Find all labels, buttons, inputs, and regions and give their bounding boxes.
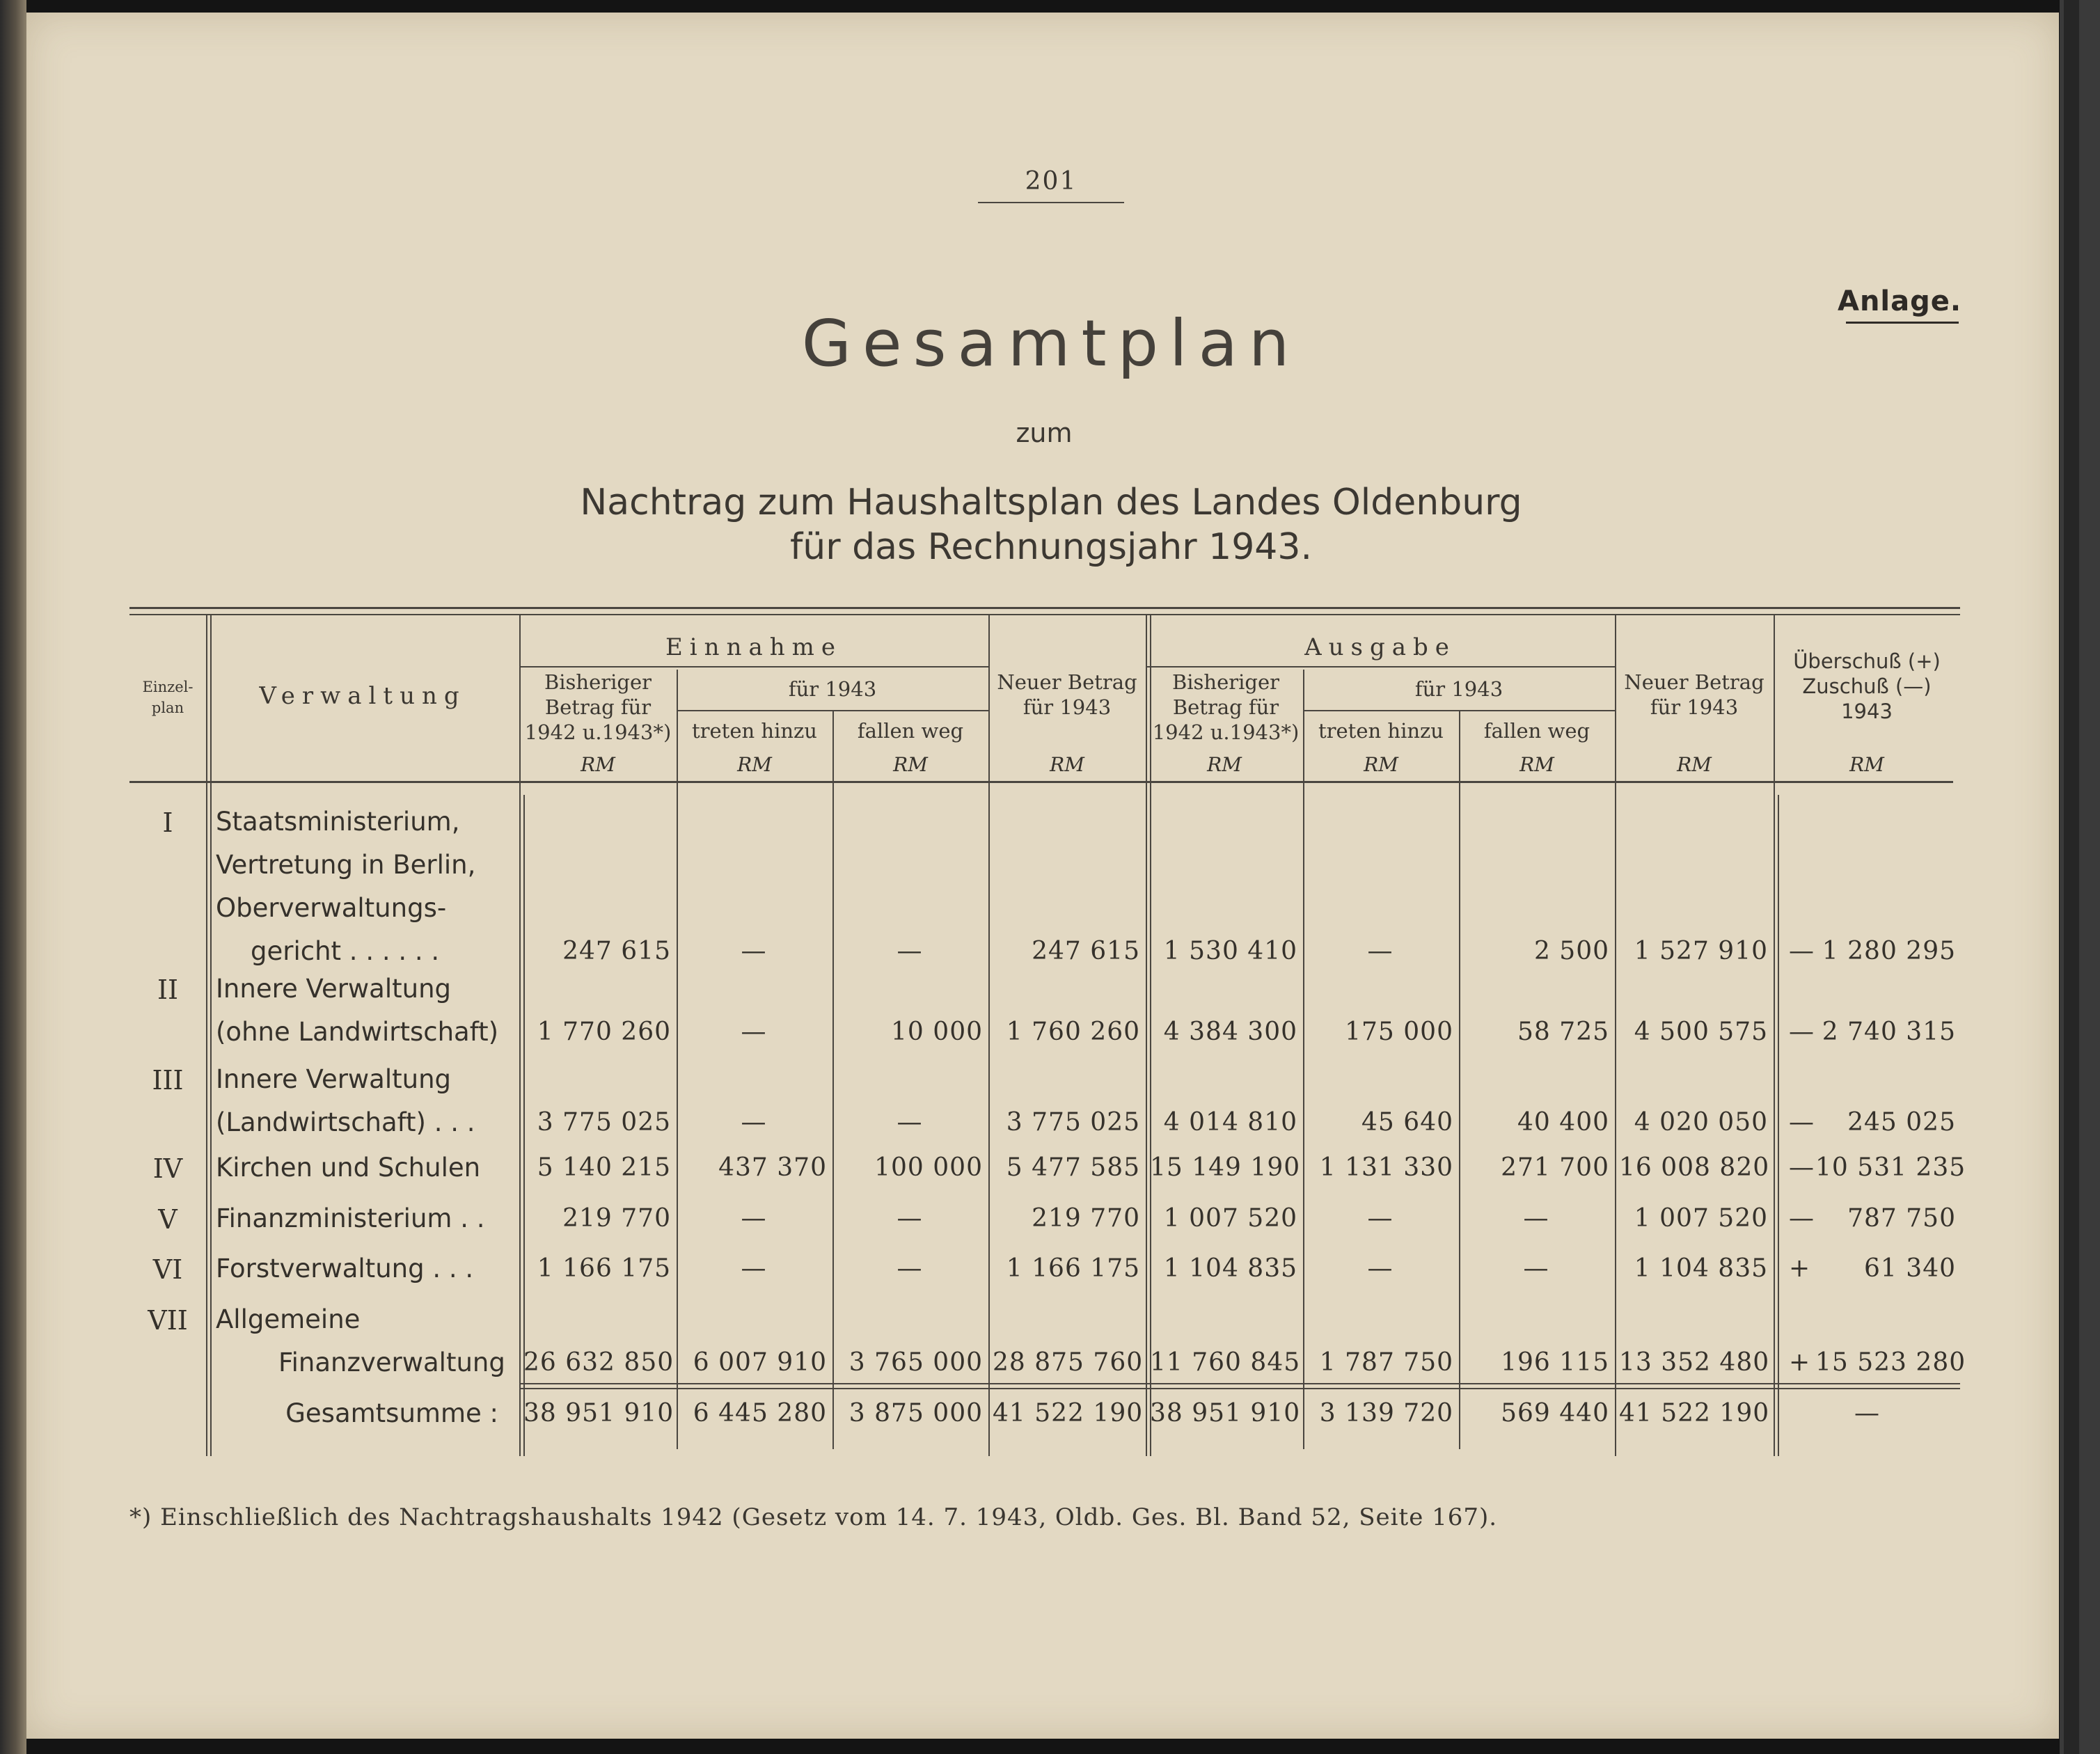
total-label: Gesamtsumme :	[285, 1398, 498, 1428]
row-number: I	[162, 807, 173, 838]
value-a-weg: 40 400	[1517, 1108, 1609, 1137]
total-a-weg: 569 440	[1501, 1399, 1609, 1428]
value-a-hinzu: —	[1367, 937, 1394, 965]
header-treten-e: treten hinzu	[692, 719, 817, 743]
einnahme-ausgabe-divider-1	[1146, 614, 1147, 1456]
total-a-bisher: 38 951 910	[1150, 1399, 1301, 1428]
row-number: IV	[152, 1153, 183, 1184]
value-a-hinzu: 45 640	[1361, 1108, 1453, 1137]
value-e-hinzu: —	[741, 1018, 767, 1046]
value-a-weg: 58 725	[1517, 1018, 1609, 1046]
header-bottom-rule	[129, 781, 1953, 783]
document-title: Gesamtplan	[801, 306, 1301, 381]
value-a-weg: 2 500	[1533, 937, 1609, 965]
value-a-weg: —	[1523, 1204, 1549, 1233]
col-hinzu-e	[677, 670, 678, 1449]
header-einzelplan: Einzel- plan	[142, 679, 194, 716]
verwaltung-divider	[210, 614, 212, 1456]
saldo-value: 15 523 280	[1815, 1348, 1966, 1377]
title-connector: zum	[1016, 418, 1073, 448]
value-e-weg: —	[897, 1204, 923, 1233]
unit-label: RM	[737, 753, 772, 776]
saldo-sign: +	[1789, 1348, 1810, 1377]
subtitle-line-2: für das Rechnungsjahr 1943.	[789, 526, 1312, 568]
header-neu-a: Neuer Betrag für 1943	[1624, 670, 1765, 719]
value-a-neu: 1 104 835	[1634, 1254, 1768, 1283]
unit-label: RM	[1207, 753, 1242, 776]
budget-table	[129, 607, 1966, 1470]
value-a-bisher: 1 530 410	[1163, 937, 1297, 965]
row-number: II	[157, 974, 179, 1005]
subtitle-line-1: Nachtrag zum Haushaltsplan des Landes Oldenburg	[580, 482, 1522, 523]
col-hinzu-a	[1303, 670, 1304, 1449]
value-e-bisher: 3 775 025	[537, 1108, 671, 1137]
row-label: Oberverwaltungs-	[216, 893, 447, 923]
row-label: Kirchen und Schulen	[216, 1153, 481, 1183]
value-e-weg: 100 000	[874, 1153, 983, 1182]
row-label: Innere Verwaltung	[216, 974, 452, 1004]
value-a-weg: 271 700	[1501, 1153, 1609, 1182]
value-a-bisher: 11 760 845	[1150, 1348, 1301, 1377]
header-fuer1943-a: für 1943	[1414, 677, 1503, 701]
row-number: V	[158, 1204, 177, 1235]
header-treten-a: treten hinzu	[1318, 719, 1444, 743]
saldo-value: 787 750	[1847, 1204, 1956, 1233]
row-label: Vertretung in Berlin,	[216, 850, 476, 880]
ausgabe-rule	[1146, 666, 1615, 667]
value-a-bisher: 15 149 190	[1150, 1153, 1301, 1182]
value-e-hinzu: 6 007 910	[693, 1348, 827, 1377]
row-number: III	[152, 1065, 184, 1096]
value-a-bisher: 1 007 520	[1163, 1204, 1297, 1233]
value-a-hinzu: —	[1367, 1254, 1394, 1283]
row-label: (Landwirtschaft) . . .	[216, 1107, 475, 1137]
col-weg-a	[1459, 711, 1460, 1449]
header-fallen-a: fallen weg	[1483, 719, 1590, 743]
row-label: Innere Verwaltung	[216, 1064, 452, 1094]
value-a-neu: 1 527 910	[1634, 937, 1768, 965]
saldo-sign: —	[1789, 1108, 1814, 1137]
value-e-hinzu: —	[741, 1254, 767, 1283]
row-label: Forstverwaltung . . .	[216, 1254, 474, 1283]
document-subtitle	[515, 480, 1587, 569]
col-saldo	[1774, 614, 1775, 1456]
value-e-hinzu: —	[741, 1204, 767, 1233]
value-a-bisher: 4 014 810	[1163, 1108, 1297, 1137]
col-bisher-e	[519, 614, 521, 1456]
page-edge	[2060, 0, 2100, 1754]
saldo-value: 2 740 315	[1822, 1018, 1956, 1046]
total-a-hinzu: 3 139 720	[1319, 1399, 1453, 1428]
value-a-weg: 196 115	[1501, 1348, 1609, 1377]
col-weg-e	[832, 711, 834, 1449]
value-a-neu: 1 007 520	[1634, 1204, 1768, 1233]
value-e-weg: 10 000	[891, 1018, 983, 1046]
value-e-weg: —	[897, 1108, 923, 1137]
value-e-bisher: 247 615	[562, 937, 671, 965]
total-saldo: —	[1854, 1399, 1879, 1428]
value-a-neu: 16 008 820	[1619, 1153, 1770, 1182]
saldo-value: 245 025	[1847, 1108, 1956, 1137]
header-fallen-e: fallen weg	[857, 719, 964, 743]
total-e-bisher: 38 951 910	[523, 1399, 674, 1428]
col-saldo-2	[1778, 795, 1779, 1456]
total-e-neu: 41 522 190	[993, 1399, 1144, 1428]
unit-label: RM	[581, 753, 615, 776]
total-a-neu: 41 522 190	[1619, 1399, 1770, 1428]
value-e-bisher: 1 166 175	[537, 1254, 671, 1283]
row-label: Finanzverwaltung	[278, 1348, 505, 1377]
saldo-value: 61 340	[1864, 1254, 1956, 1283]
table-top-rule	[129, 607, 1960, 609]
value-e-neu: 3 775 025	[1006, 1108, 1140, 1137]
header-bisher-e: Bisheriger Betrag für 1942 u.1943*)	[524, 670, 672, 744]
value-e-neu: 219 770	[1032, 1204, 1140, 1233]
row-label: (ohne Landwirtschaft)	[216, 1017, 499, 1047]
appendix-underline	[1846, 322, 1959, 324]
row-label: Allgemeine	[216, 1304, 361, 1334]
total-rule-1	[519, 1383, 1960, 1384]
value-a-hinzu: 1 131 330	[1319, 1153, 1453, 1182]
einnahme-rule	[519, 666, 988, 667]
row-label: Staatsministerium,	[216, 807, 460, 837]
table-top-rule-2	[129, 614, 1960, 615]
total-rule-2	[519, 1388, 1960, 1389]
saldo-sign: —	[1789, 1204, 1814, 1233]
value-e-weg: —	[897, 937, 923, 965]
value-a-weg: —	[1523, 1254, 1549, 1283]
value-e-neu: 1 166 175	[1006, 1254, 1140, 1283]
value-a-neu: 4 020 050	[1634, 1108, 1768, 1137]
saldo-sign: —	[1789, 937, 1814, 965]
row-label: gericht . . . . . .	[251, 936, 440, 966]
col-neu-a	[1615, 614, 1616, 1456]
value-a-bisher: 1 104 835	[1163, 1254, 1297, 1283]
value-e-neu: 1 760 260	[1006, 1018, 1140, 1046]
unit-label: RM	[1519, 753, 1554, 776]
value-a-bisher: 4 384 300	[1163, 1018, 1297, 1046]
total-e-weg: 3 875 000	[848, 1399, 983, 1428]
value-e-bisher: 5 140 215	[537, 1153, 671, 1182]
unit-label: RM	[1677, 753, 1712, 776]
col-neu-e	[988, 614, 990, 1456]
page-number-rule	[978, 202, 1124, 203]
value-a-hinzu: 1 787 750	[1319, 1348, 1453, 1377]
header-neu-e: Neuer Betrag für 1943	[997, 670, 1137, 719]
row-number: VII	[148, 1305, 188, 1336]
unit-label: RM	[1364, 753, 1398, 776]
unit-label: RM	[1050, 753, 1084, 776]
value-a-hinzu: 175 000	[1345, 1018, 1453, 1046]
header-fuer1943-e: für 1943	[788, 677, 877, 701]
value-e-weg: —	[897, 1254, 923, 1283]
total-e-hinzu: 6 445 280	[693, 1399, 827, 1428]
saldo-sign: —	[1789, 1018, 1814, 1046]
value-a-hinzu: —	[1367, 1204, 1394, 1233]
page-number: 201	[1025, 167, 1077, 196]
value-e-neu: 5 477 585	[1006, 1153, 1140, 1182]
header-bisher-a: Bisheriger Betrag für 1942 u.1943*)	[1152, 670, 1300, 744]
unit-label: RM	[893, 753, 928, 776]
value-e-bisher: 1 770 260	[537, 1018, 671, 1046]
header-ausgabe: Ausgabe	[1304, 633, 1456, 661]
value-e-bisher: 219 770	[562, 1204, 671, 1233]
value-e-weg: 3 765 000	[848, 1348, 983, 1377]
footnote: *) Einschließlich des Nachtragshaushalts 1942 (Gesetz vom 14. 7. 1943, Oldb. Ges. Bl. Band 52, Seite 167).	[129, 1503, 1498, 1531]
row-label: Finanzministerium . .	[216, 1203, 485, 1233]
row-number: VI	[152, 1254, 183, 1285]
value-e-hinzu: —	[741, 1108, 767, 1137]
value-a-neu: 4 500 575	[1634, 1018, 1768, 1046]
unit-label: RM	[1849, 753, 1884, 776]
book-gutter	[0, 0, 26, 1754]
header-einnahme: Einnahme	[665, 633, 843, 661]
value-e-hinzu: 437 370	[718, 1153, 827, 1182]
saldo-value: 1 280 295	[1822, 937, 1956, 965]
value-a-neu: 13 352 480	[1619, 1348, 1770, 1377]
einzelplan-divider	[206, 614, 207, 1456]
header-verwaltung: Verwaltung	[259, 682, 466, 710]
value-e-bisher: 26 632 850	[523, 1348, 674, 1377]
saldo-sign: —	[1789, 1153, 1814, 1182]
saldo-sign: +	[1789, 1254, 1810, 1283]
header-ueberschuss: Überschuß (+) Zuschuß (—) 1943	[1793, 649, 1941, 723]
appendix-label: Anlage.	[1838, 285, 1962, 317]
value-e-hinzu: —	[741, 937, 767, 965]
saldo-value: 10 531 235	[1815, 1153, 1966, 1182]
value-e-neu: 28 875 760	[993, 1348, 1144, 1377]
value-e-neu: 247 615	[1032, 937, 1140, 965]
